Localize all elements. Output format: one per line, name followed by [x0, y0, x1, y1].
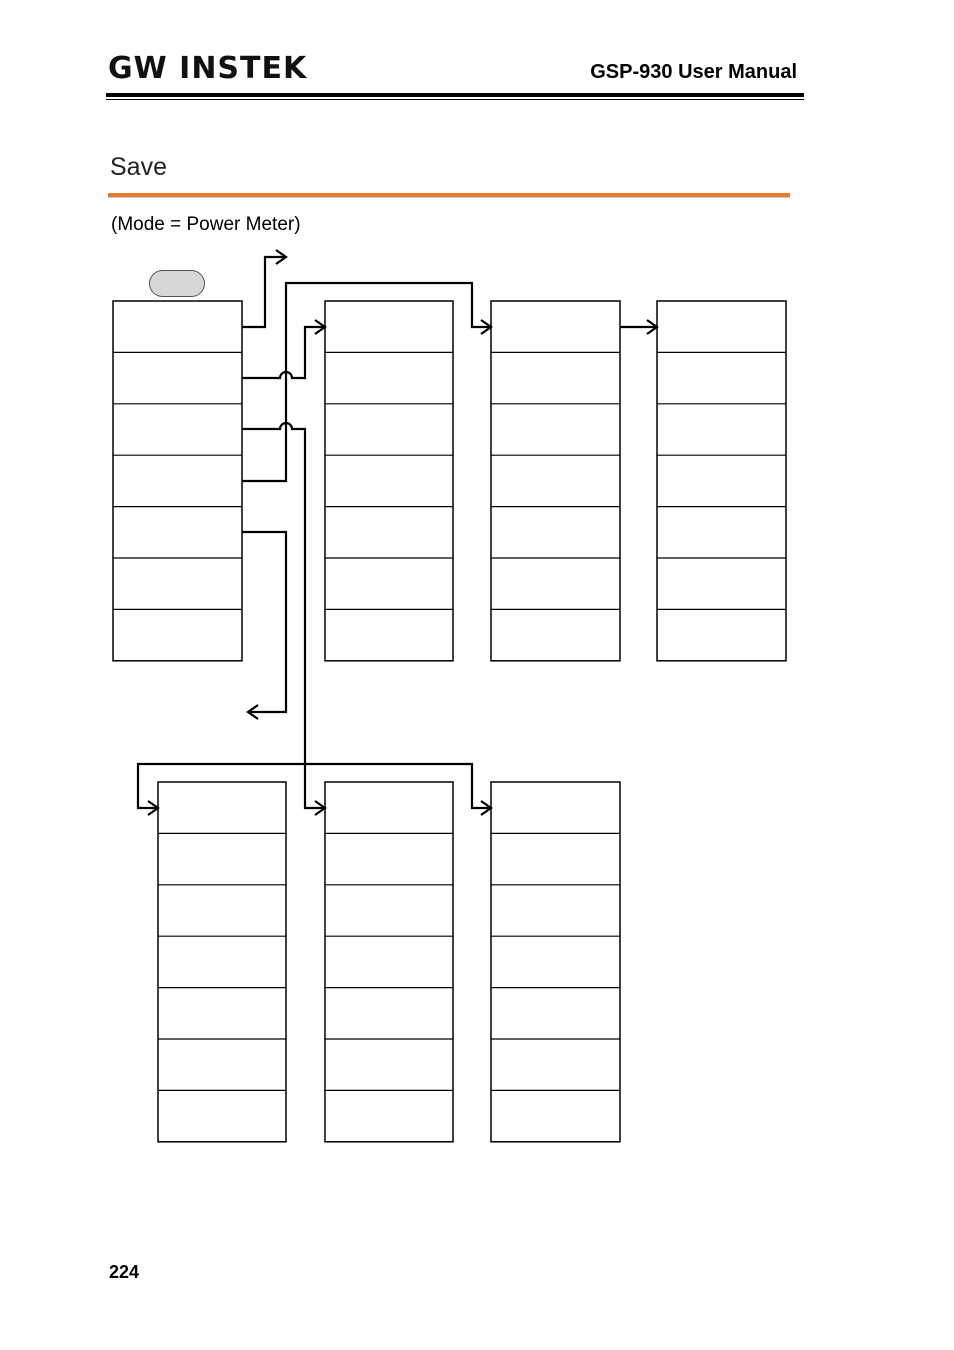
menu-col2-top-frame	[325, 301, 453, 661]
menu-col3-top	[491, 301, 620, 661]
mode-note: (Mode = Power Meter)	[111, 214, 301, 235]
menu-col1-bot-frame	[158, 782, 286, 1142]
gw-instek-logo: GW INSTEK	[108, 51, 308, 86]
connector-f2-col2	[242, 327, 325, 378]
menu-col3-bot-frame	[491, 782, 620, 1142]
menu-col1-bot	[158, 782, 286, 1142]
connector-bottom-col2	[305, 764, 325, 808]
menu-col2-bot	[325, 782, 453, 1142]
menu-col3-bot	[491, 782, 620, 1142]
section-title: Save	[110, 153, 167, 181]
menu-col2-top	[325, 301, 453, 661]
connector-f1-up	[242, 257, 286, 327]
menu-main-frame	[113, 301, 242, 661]
manual-title: GSP-930 User Manual	[590, 61, 797, 83]
menu-col2-bot-frame	[325, 782, 453, 1142]
page-number: 224	[109, 1262, 140, 1282]
menu-col3-top-frame	[491, 301, 620, 661]
menu-col4-top-frame	[657, 301, 786, 661]
connector-f5-return	[242, 532, 286, 712]
menu-col4-top	[657, 301, 786, 661]
menu-main	[113, 301, 242, 661]
